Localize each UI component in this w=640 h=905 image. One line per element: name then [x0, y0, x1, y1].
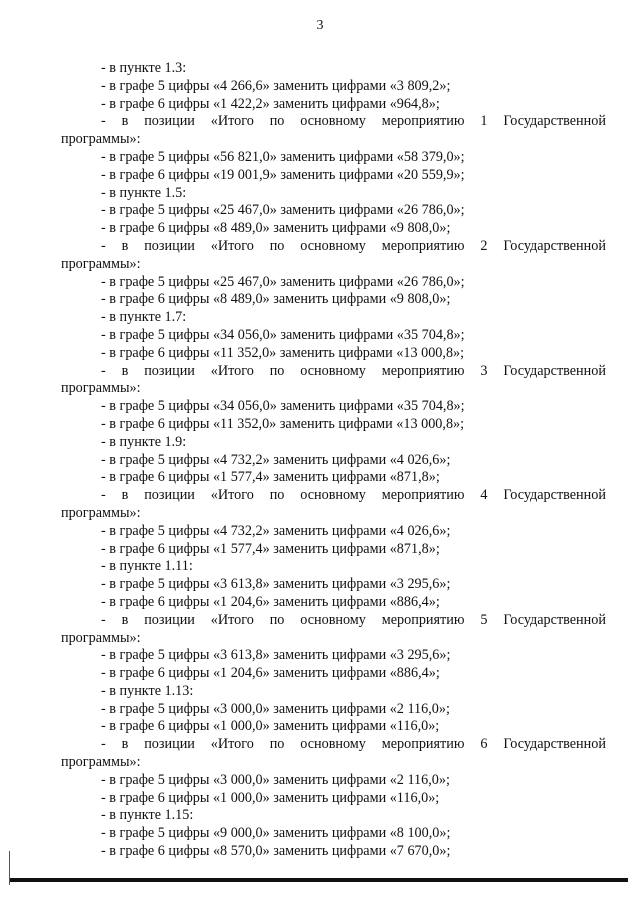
word: по — [269, 736, 285, 753]
word: «Итого — [210, 113, 254, 130]
word: Государственной — [503, 736, 606, 753]
word: основному — [300, 362, 366, 379]
text-line: - в пункте 1.3: — [101, 60, 187, 76]
text-line: - в графе 5 цифры «4 266,6» заменить цифрами «3 809,2»; — [101, 77, 451, 94]
word: по — [269, 113, 285, 130]
word: «Итого — [210, 487, 254, 504]
word: «Итого — [210, 362, 254, 379]
justified-line — [61, 363, 606, 381]
word: - — [101, 237, 106, 254]
word: по — [269, 611, 285, 628]
continuation-line: программы»: — [61, 380, 141, 397]
word: мероприятию — [381, 362, 465, 379]
word: по — [269, 362, 285, 379]
text-line: - в графе 5 цифры «56 821,0» заменить цифрами «58 379,0»; — [101, 148, 465, 165]
text-line: - в графе 6 цифры «8 570,0» заменить цифрами «7 670,0»; — [101, 843, 451, 860]
text-line: - в пункте 1.5: — [101, 184, 187, 201]
word: мероприятию — [381, 237, 465, 254]
word: - — [101, 736, 106, 753]
word: Государственной — [503, 237, 606, 254]
word: Государственной — [503, 611, 606, 628]
text-line: - в графе 5 цифры «34 056,0» заменить цифрами «35 704,8»; — [101, 398, 465, 415]
word: 2 — [480, 237, 488, 254]
word: в — [121, 611, 129, 628]
text-line: - в графе 6 цифры «1 000,0» заменить цифрами «116,0»; — [101, 789, 440, 806]
word: 3 — [480, 362, 488, 379]
justified-line — [61, 113, 606, 131]
text-line: - в графе 5 цифры «4 732,2» заменить цифрами «4 026,6»; — [101, 522, 451, 539]
word: в — [121, 237, 129, 254]
word: в — [121, 736, 129, 753]
word: основному — [300, 237, 366, 254]
word: позиции — [144, 113, 195, 130]
word: 6 — [480, 736, 488, 753]
page-number: 3 — [316, 18, 324, 33]
word: мероприятию — [381, 487, 465, 504]
word: - — [101, 487, 106, 504]
word: Государственной — [503, 362, 606, 379]
word: позиции — [144, 237, 195, 254]
text-line: - в графе 5 цифры «3 000,0» заменить цифрами «2 116,0»; — [101, 771, 450, 788]
word: - — [101, 362, 106, 379]
word: по — [269, 487, 285, 504]
word: позиции — [144, 736, 195, 753]
word: - — [101, 611, 106, 628]
text-line: - в пункте 1.7: — [101, 309, 187, 326]
text-line: - в графе 6 цифры «1 577,4» заменить цифрами «871,8»; — [101, 540, 440, 557]
word: 5 — [480, 611, 488, 628]
text-line: - в пункте 1.15: — [101, 807, 194, 824]
word: 4 — [480, 487, 488, 504]
word: - — [101, 113, 106, 130]
text-line: - в графе 5 цифры «3 000,0» заменить цифрами «2 116,0»; — [101, 700, 450, 717]
word: основному — [300, 113, 366, 130]
text-line: - в графе 6 цифры «1 204,6» заменить цифрами «886,4»; — [101, 593, 440, 610]
text-line: - в пункте 1.13: — [101, 682, 194, 699]
word: позиции — [144, 487, 195, 504]
document-body — [61, 60, 606, 861]
continuation-line: программы»: — [61, 131, 141, 148]
word: основному — [300, 487, 366, 504]
text-line: - в графе 5 цифры «3 613,8» заменить цифрами «3 295,6»; — [101, 647, 451, 664]
continuation-line: программы»: — [61, 629, 141, 646]
justified-line — [61, 736, 606, 754]
text-line: - в пункте 1.9: — [101, 433, 187, 450]
word: в — [121, 487, 129, 504]
page-bottom-rule — [10, 878, 628, 882]
justified-line — [61, 487, 606, 505]
word: мероприятию — [381, 113, 465, 130]
text-line: - в графе 6 цифры «1 422,2» заменить цифрами «964,8»; — [101, 95, 440, 112]
word: Государственной — [503, 487, 606, 504]
word: основному — [300, 611, 366, 628]
text-line: - в графе 6 цифры «19 001,9» заменить цифрами «20 559,9»; — [101, 166, 465, 183]
word: «Итого — [210, 237, 254, 254]
word: позиции — [144, 611, 195, 628]
word: по — [269, 237, 285, 254]
word: основному — [300, 736, 366, 753]
text-line: - в графе 6 цифры «1 577,4» заменить цифрами «871,8»; — [101, 469, 440, 486]
text-line: - в графе 5 цифры «9 000,0» заменить цифрами «8 100,0»; — [101, 825, 451, 842]
text-line: - в графе 6 цифры «11 352,0» заменить цифрами «13 000,8»; — [101, 415, 465, 432]
justified-line — [61, 238, 606, 256]
word: «Итого — [210, 611, 254, 628]
text-line: - в графе 5 цифры «25 467,0» заменить цифрами «26 786,0»; — [101, 273, 465, 290]
word: мероприятию — [381, 611, 465, 628]
word: в — [121, 362, 129, 379]
continuation-line: программы»: — [61, 504, 141, 521]
word: в — [121, 113, 129, 130]
word: «Итого — [210, 736, 254, 753]
word: позиции — [144, 362, 195, 379]
text-line: - в графе 6 цифры «1 204,6» заменить цифрами «886,4»; — [101, 665, 440, 682]
word: 1 — [480, 113, 488, 130]
text-line: - в графе 6 цифры «11 352,0» заменить цифрами «13 000,8»; — [101, 344, 465, 361]
continuation-line: программы»: — [61, 754, 141, 771]
text-line: - в графе 5 цифры «3 613,8» заменить цифрами «3 295,6»; — [101, 576, 451, 593]
text-line: - в графе 6 цифры «8 489,0» заменить цифрами «9 808,0»; — [101, 220, 451, 237]
text-line: - в графе 5 цифры «4 732,2» заменить цифрами «4 026,6»; — [101, 451, 451, 468]
text-line: - в графе 5 цифры «25 467,0» заменить цифрами «26 786,0»; — [101, 202, 465, 219]
justified-line — [61, 612, 606, 630]
word: мероприятию — [381, 736, 465, 753]
text-line: - в графе 6 цифры «1 000,0» заменить цифрами «116,0»; — [101, 718, 440, 735]
text-line: - в графе 6 цифры «8 489,0» заменить цифрами «9 808,0»; — [101, 291, 451, 308]
word: Государственной — [503, 113, 606, 130]
text-line: - в графе 5 цифры «34 056,0» заменить цифрами «35 704,8»; — [101, 326, 465, 343]
continuation-line: программы»: — [61, 255, 141, 272]
text-line: - в пункте 1.11: — [101, 558, 193, 575]
